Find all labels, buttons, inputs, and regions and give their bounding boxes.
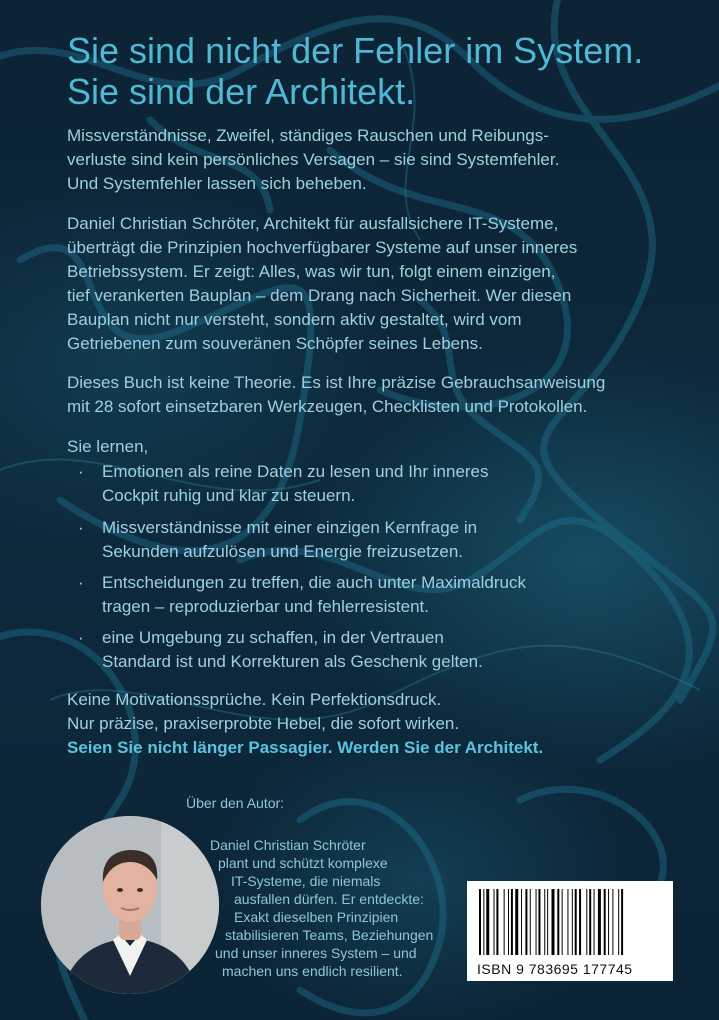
text-line: überträgt die Prinzipien hochverfügbarer Systeme auf unser inneres — [67, 238, 578, 257]
text-line: Und Systemfehler lassen sich beheben. — [67, 174, 367, 193]
text-line: Getriebenen zum souveränen Schöpfer seines Lebens. — [67, 334, 483, 353]
text-line: tief verankerten Bauplan – dem Drang nach Sicherheit. Wer diesen — [67, 286, 572, 305]
barcode-bar — [562, 889, 563, 955]
list-item — [78, 626, 483, 674]
barcode-bar — [579, 889, 581, 955]
list-item-text: tragen – reproduzierbar und fehlerresistent. — [102, 597, 429, 616]
text-line: Dieses Buch ist keine Theorie. Es ist Ihre präzise Gebrauchsanweisung — [67, 373, 606, 392]
text-line: Betriebssystem. Er zeigt: Alles, was wir tun, folgt einem einzigen, — [67, 262, 556, 281]
barcode-bar — [552, 889, 555, 955]
barcode — [467, 881, 673, 981]
barcode-bar — [547, 889, 548, 955]
author-photo — [41, 816, 219, 994]
barcode-bar — [515, 889, 518, 955]
bullet-icon: · — [78, 573, 84, 592]
barcode-bar — [594, 889, 595, 955]
barcode-bar — [544, 889, 545, 955]
closing-paragraph — [67, 688, 543, 760]
barcode-bar — [521, 889, 522, 955]
list-item-text: Entscheidungen zu treffen, die auch unter Maximaldruck — [102, 573, 526, 592]
barcode-bar — [496, 889, 498, 955]
barcode-bar — [567, 889, 568, 955]
list-item-text: Sekunden aufzulösen und Energie freizusetzen. — [102, 542, 464, 561]
barcode-bar — [483, 889, 484, 955]
list-item-text: Cockpit ruhig und klar zu steuern. — [102, 486, 356, 505]
barcode-bar — [589, 889, 591, 955]
text-line: Exakt dieselben Prinzipien — [234, 909, 399, 925]
text-line: Daniel Christian Schröter, Architekt für ausfallsichere IT-Systeme, — [67, 214, 559, 233]
text-line: IT-Systeme, die niemals — [231, 873, 381, 889]
barcode-bar — [572, 889, 573, 955]
barcode-bar — [494, 889, 495, 955]
intro-paragraph — [67, 124, 559, 196]
bullet-icon: · — [78, 628, 84, 647]
headline-line: Sie sind der Architekt. — [67, 71, 416, 112]
barcode-bar — [557, 889, 559, 955]
barcode-bars — [479, 889, 661, 955]
text-line: plant und schützt komplexe — [218, 855, 388, 871]
barcode-bar — [536, 889, 537, 955]
barcode-bar — [618, 889, 619, 955]
author-summary-paragraph — [67, 212, 577, 356]
text-line: Keine Motivationssprüche. Kein Perfektionsdruck. — [67, 690, 442, 709]
text-line: und unser inneres System – und — [215, 945, 417, 961]
text-line: mit 28 sofort einsetzbaren Werkzeugen, Checklisten und Protokollen. — [67, 397, 588, 416]
barcode-bar — [511, 889, 513, 955]
barcode-bar — [504, 889, 505, 955]
list-item — [78, 516, 477, 564]
text-line: Daniel Christian Schröter — [210, 837, 366, 853]
closing-emphasis: Seien Sie nicht länger Passagier. Werden Sie der Architekt. — [67, 738, 544, 757]
text-line: verluste sind kein persönliches Versagen – sie sind Systemfehler. — [67, 150, 560, 169]
isbn-number: ISBN 9 783695 177745 — [477, 961, 633, 977]
barcode-bar — [598, 889, 601, 955]
list-item-text: eine Umgebung zu schaffen, in der Vertrauen — [102, 628, 444, 647]
barcode-bar — [586, 889, 587, 955]
text-line: Nur präzise, praxiserprobte Hebel, die sofort wirken. — [67, 714, 460, 733]
author-heading: Über den Autor: — [186, 795, 285, 811]
barcode-bar — [612, 889, 613, 955]
text-line: Bauplan nicht nur versteht, sondern aktiv gestaltet, wird vom — [67, 310, 522, 329]
bullet-icon: · — [78, 462, 84, 481]
text-line: machen uns endlich resilient. — [222, 963, 403, 979]
barcode-bar — [479, 889, 481, 955]
author-portrait-illustration — [41, 816, 219, 994]
barcode-bar — [525, 889, 527, 955]
barcode-bar — [621, 889, 623, 955]
headline-line: Sie sind nicht der Fehler im System. — [67, 30, 644, 71]
text-line: ausfallen dürfen. Er entdeckte: — [234, 891, 424, 907]
list-item-text: Missverständnisse mit einer einzigen Kernfrage in — [102, 518, 478, 537]
text-line: stabilisieren Teams, Beziehungen — [225, 927, 434, 943]
barcode-bar — [508, 889, 509, 955]
barcode-bar — [604, 889, 606, 955]
list-item-text: Emotionen als reine Daten zu lesen und Ihr inneres — [102, 462, 489, 481]
barcode-bar — [608, 889, 609, 955]
list-item — [78, 571, 526, 619]
text-line: Missverständnisse, Zweifel, ständiges Rauschen und Reibungs- — [67, 126, 549, 145]
author-bio — [210, 836, 433, 980]
book-claim-paragraph — [67, 371, 605, 419]
barcode-bar — [486, 889, 489, 955]
barcode-bar — [530, 889, 531, 955]
headline — [67, 30, 643, 112]
list-item — [78, 460, 489, 508]
list-item-text: Standard ist und Korrekturen als Geschenk gelten. — [102, 652, 483, 671]
list-intro: Sie lernen, — [67, 437, 149, 456]
barcode-bar — [538, 889, 540, 955]
bullet-icon: · — [78, 518, 84, 537]
barcode-bar — [575, 889, 577, 955]
